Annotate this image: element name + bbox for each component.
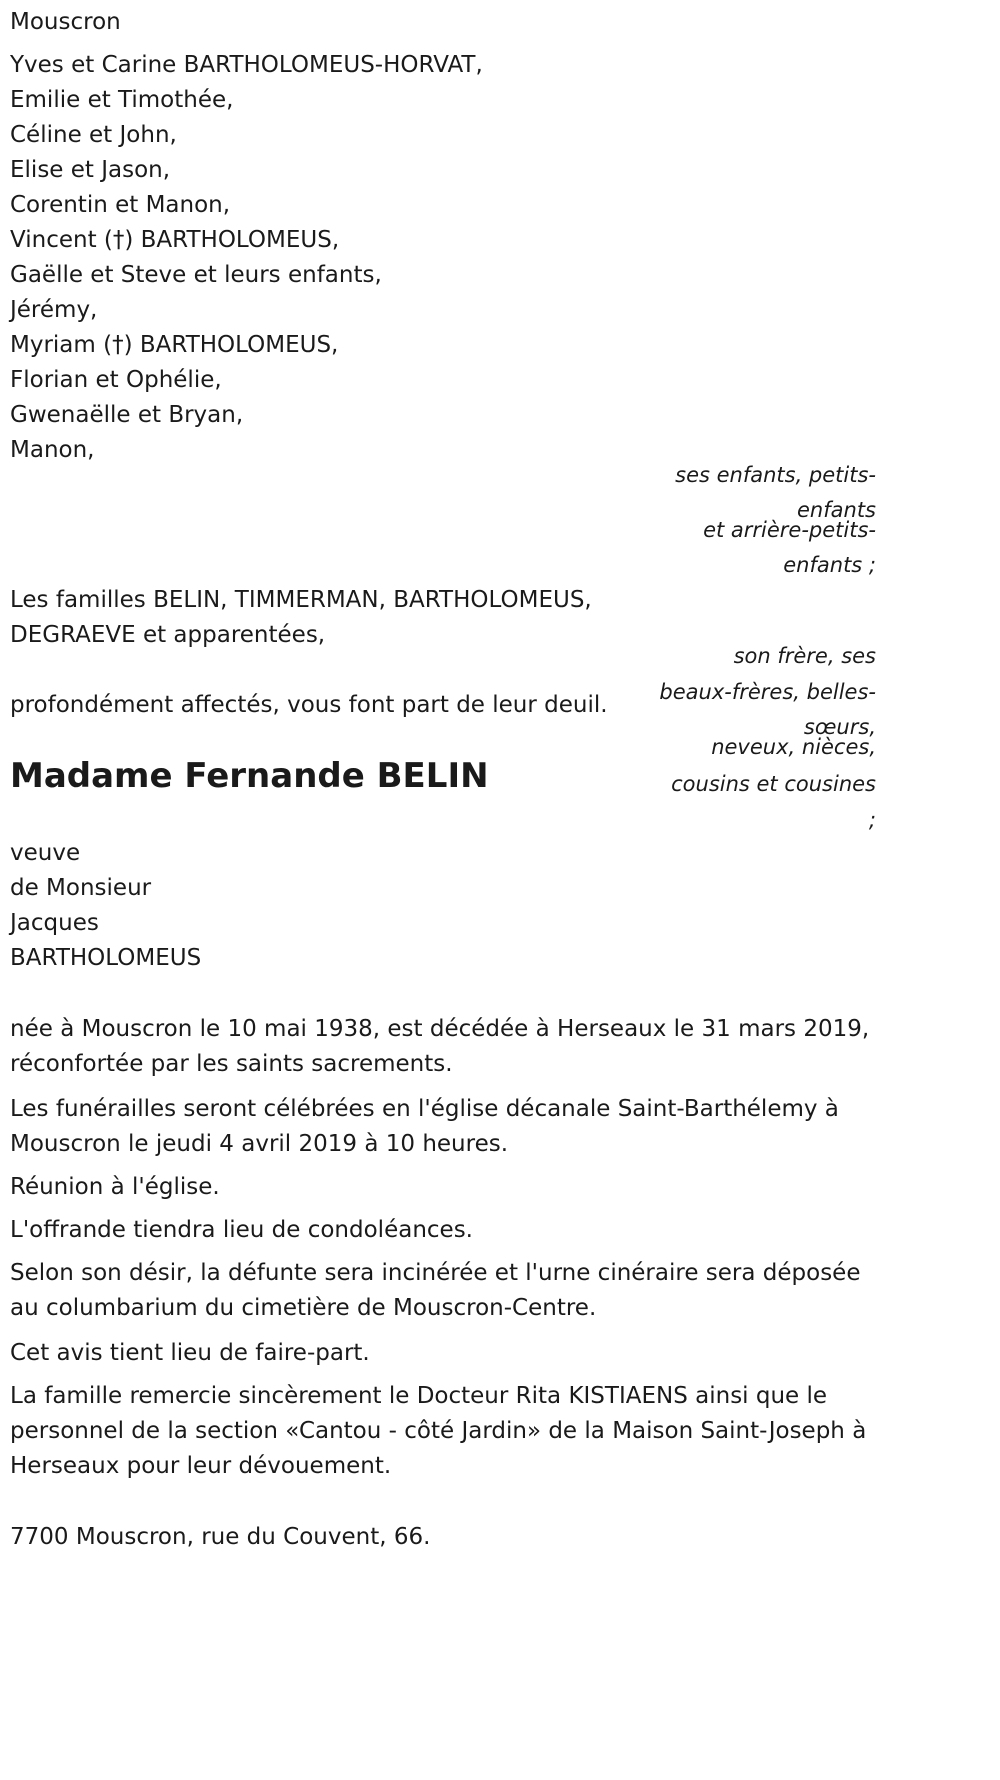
relation-line: son frère, ses — [733, 644, 876, 668]
families-line: DEGRAEVE et apparentées, — [10, 622, 326, 648]
thanks-paragraph: La famille remercie sincèrement le Docteur Rita KISTIAENS ainsi que le personnel de la section «Cantou - côté Jardin» de la Maison Saint-Joseph à Herseaux pour leur dévouement. — [10, 1383, 867, 1479]
relation-line: ses enfants, petits- — [675, 463, 876, 487]
family-line: Emilie et Timothée, — [10, 87, 234, 113]
offering-paragraph: L'offrande tiendra lieu de condoléances. — [10, 1217, 473, 1243]
widow-line: BARTHOLOMEUS — [10, 945, 202, 971]
meeting-paragraph: Réunion à l'église. — [10, 1174, 220, 1200]
widow-line: Jacques — [10, 910, 99, 936]
family-line: Corentin et Manon, — [10, 192, 231, 218]
family-line: Florian et Ophélie, — [10, 367, 222, 393]
family-line: Céline et John, — [10, 122, 177, 148]
relation-line: beaux-frères, belles- — [659, 680, 876, 704]
relation-children — [675, 465, 876, 575]
family-line: Jérémy, — [10, 297, 98, 323]
birth-paragraph: née à Mouscron le 10 mai 1938, est décédée à Herseaux le 31 mars 2019, réconfortée par les saints sacrements. — [10, 1016, 870, 1077]
family-line: Vincent (†) BARTHOLOMEUS, — [10, 227, 340, 253]
mourning-line: profondément affectés, vous font part de leur deuil. — [10, 692, 608, 718]
relation-line: enfants ; — [783, 553, 876, 577]
family-line: Manon, — [10, 437, 95, 463]
families-line: Les familles BELIN, TIMMERMAN, BARTHOLOMEUS, — [10, 587, 592, 613]
family-line: Yves et Carine BARTHOLOMEUS-HORVAT, — [10, 52, 483, 78]
deceased-name: Madame Fernande BELIN — [10, 756, 489, 796]
relation-siblings — [659, 646, 876, 830]
widow-line: veuve — [10, 840, 81, 866]
wish-paragraph: Selon son désir, la défunte sera incinérée et l'urne cinéraire sera déposée au columbarium du cimetière de Mouscron-Centre. — [10, 1260, 861, 1321]
relation-line: sœurs, — [803, 715, 876, 739]
address: 7700 Mouscron, rue du Couvent, 66. — [10, 1524, 431, 1550]
family-line: Gaëlle et Steve et leurs enfants, — [10, 262, 382, 288]
widow-line: de Monsieur — [10, 875, 152, 901]
notice-paragraph: Cet avis tient lieu de faire-part. — [10, 1340, 370, 1366]
family-line: Elise et Jason, — [10, 157, 171, 183]
city-header: Mouscron — [10, 9, 121, 35]
relation-line: enfants — [797, 498, 876, 522]
relation-line: cousins et cousines — [671, 772, 876, 796]
family-line: Gwenaëlle et Bryan, — [10, 402, 244, 428]
relation-line: et arrière-petits- — [703, 518, 876, 542]
obituary-notice — [10, 0, 876, 1780]
relation-line: neveux, nièces, — [711, 735, 876, 759]
funeral-paragraph: Les funérailles seront célébrées en l'église décanale Saint-Barthélemy à Mouscron le jeudi 4 avril 2019 à 10 heures. — [10, 1096, 839, 1157]
relation-line: ; — [868, 808, 876, 832]
family-line: Myriam (†) BARTHOLOMEUS, — [10, 332, 339, 358]
